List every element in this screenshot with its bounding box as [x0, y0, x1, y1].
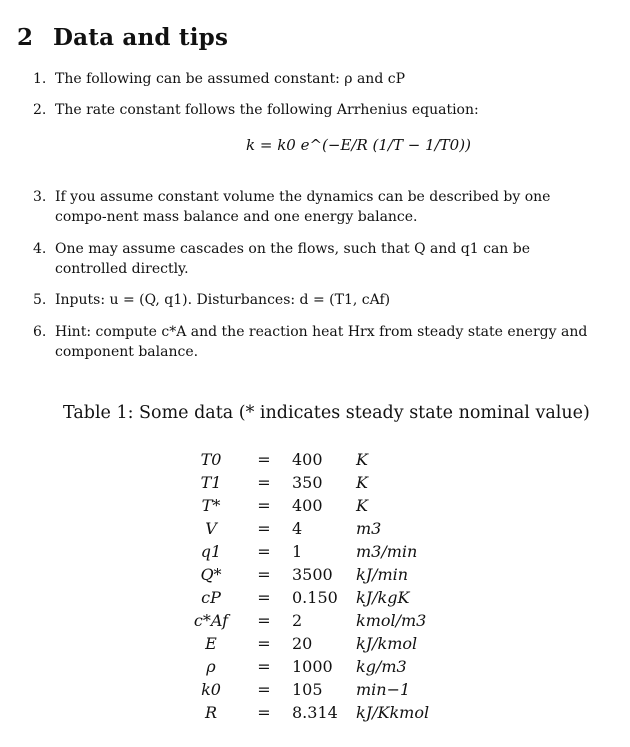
data-table	[186, 448, 429, 724]
table-value: 105	[292, 680, 323, 699]
table-symbol: E	[205, 634, 217, 653]
table-value: 0.150	[292, 588, 338, 607]
table-symbol: k0	[201, 680, 221, 699]
table-equals: =	[257, 634, 271, 653]
table-symbol: T0	[200, 450, 222, 469]
list-item	[33, 69, 593, 89]
table-symbol: T1	[200, 473, 222, 492]
table-symbol: cP	[201, 588, 221, 607]
table-value: 400	[292, 450, 323, 469]
list-item-text: The rate constant follows the following Arrhenius equation:	[55, 102, 479, 118]
table-row	[186, 517, 429, 540]
table-symbol: ρ	[206, 657, 216, 676]
table-equals: =	[257, 450, 271, 469]
table-unit: K	[356, 450, 368, 469]
table-row	[186, 586, 429, 609]
table-row	[186, 540, 429, 563]
list-item	[33, 290, 593, 310]
table-unit: kJ/kmol	[356, 634, 418, 653]
section-number: 2	[17, 24, 34, 51]
table-row	[186, 471, 429, 494]
table-value: 4	[292, 519, 303, 538]
table-equals: =	[257, 588, 271, 607]
list-item-text: Hint: compute c*A and the reaction heat Hrx from steady state energy and component balance.	[55, 324, 588, 360]
list-item-number: 1.	[33, 71, 47, 87]
table-value: 20	[292, 634, 313, 653]
table-unit: kJ/Kkmol	[356, 703, 430, 722]
table-unit: kmol/m3	[356, 611, 427, 630]
table-value: 1000	[292, 657, 333, 676]
list-item-text: If you assume constant volume the dynamics can be described by one compo-nent mass balance and one energy balance.	[55, 189, 551, 225]
list-item-text: The following can be assumed constant: ρ and cP	[55, 71, 405, 87]
arrhenius-equation: k = k0 e^(−E/R (1/T − 1/T0))	[246, 136, 471, 154]
list-item-text: One may assume cascades on the flows, such that Q and q1 can be controlled directly.	[55, 241, 531, 277]
table-symbol: V	[205, 519, 217, 538]
table-row	[186, 448, 429, 471]
table-row	[186, 563, 429, 586]
list-item	[33, 100, 593, 120]
table-value: 2	[292, 611, 303, 630]
table-unit: K	[356, 496, 368, 515]
table-unit: m3/min	[356, 542, 418, 561]
table-unit: min−1	[356, 680, 411, 699]
table-value: 8.314	[292, 703, 338, 722]
table-row	[186, 609, 429, 632]
table-unit: kg/m3	[356, 657, 407, 676]
table-symbol: q1	[200, 542, 222, 561]
table-unit: kJ/kgK	[356, 588, 410, 607]
table-equals: =	[257, 657, 271, 676]
table-equals: =	[257, 680, 271, 699]
list-item	[33, 322, 593, 362]
table-row	[186, 701, 429, 724]
list-item-number: 5.	[33, 292, 47, 308]
list-item-number: 6.	[33, 324, 47, 340]
table-unit: kJ/min	[356, 565, 409, 584]
table-row	[186, 494, 429, 517]
table-symbol: Q*	[200, 565, 222, 584]
table-value: 350	[292, 473, 323, 492]
list-item-number: 3.	[33, 189, 47, 205]
table-symbol: T*	[201, 496, 221, 515]
table-unit: K	[356, 473, 368, 492]
table-equals: =	[257, 565, 271, 584]
list-item-text: Inputs: u = (Q, q1). Disturbances: d = (T1, cAf)	[55, 292, 391, 308]
list-item	[33, 239, 593, 279]
list-item-number: 2.	[33, 102, 47, 118]
table-unit: m3	[356, 519, 382, 538]
table-equals: =	[257, 473, 271, 492]
table-value: 3500	[292, 565, 333, 584]
table-row	[186, 678, 429, 701]
table-equals: =	[257, 703, 271, 722]
table-symbol: c*Af	[193, 611, 229, 630]
table-value: 1	[292, 542, 303, 561]
table-symbol: R	[204, 703, 218, 722]
table-equals: =	[257, 519, 271, 538]
table-equals: =	[257, 496, 271, 515]
table-row	[186, 655, 429, 678]
list-item	[33, 187, 593, 227]
table-row	[186, 632, 429, 655]
section-heading	[17, 24, 228, 51]
section-title: Data and tips	[53, 24, 229, 51]
table-value: 400	[292, 496, 323, 515]
table-caption: Table 1: Some data (* indicates steady state nominal value)	[63, 403, 590, 423]
list-item-number: 4.	[33, 241, 47, 257]
table-equals: =	[257, 611, 271, 630]
table-equals: =	[257, 542, 271, 561]
